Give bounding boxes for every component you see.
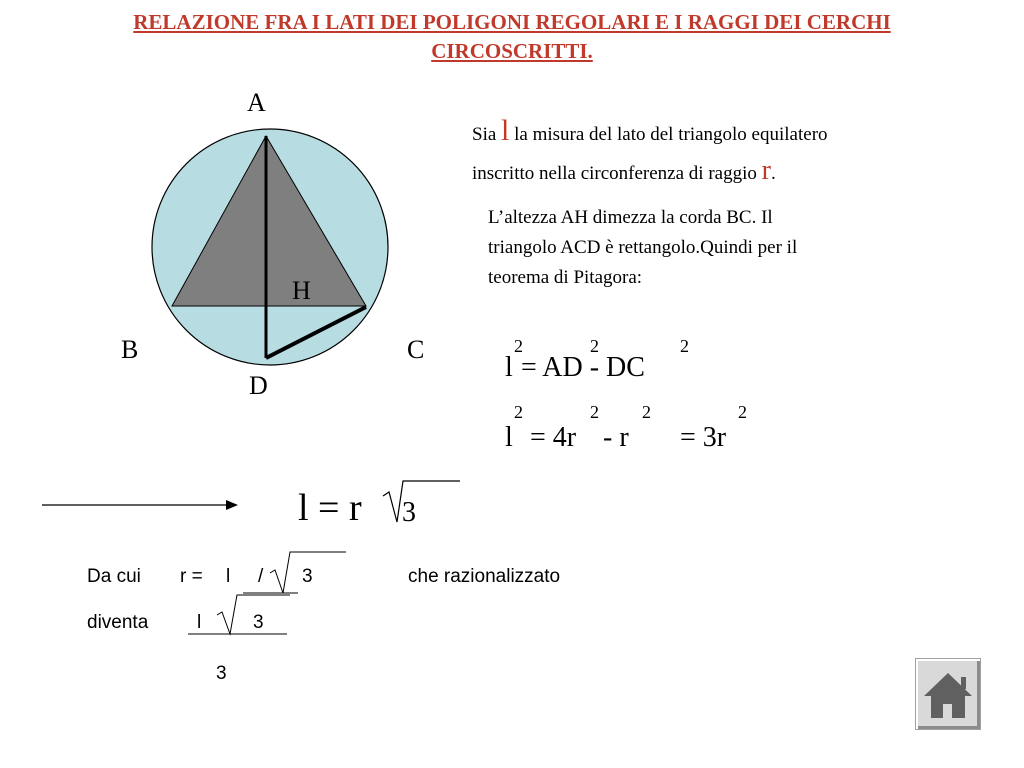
eq1-exp-l: 2 xyxy=(514,336,523,356)
eq2-part3: = 3r xyxy=(680,422,727,453)
home-icon xyxy=(916,659,980,729)
sqrt-sign-main xyxy=(383,481,460,522)
da-cui-label: Da cui xyxy=(87,566,141,587)
dacui-three: 3 xyxy=(302,566,313,587)
title-line-1: RELAZIONE FRA I LATI DEI POLIGONI REGOLARI E I RAGGI DEI CERCHI xyxy=(133,10,891,34)
eq1-rhs: = AD - DC xyxy=(521,352,645,383)
diventa-label: diventa xyxy=(87,612,149,633)
vertex-label-a: A xyxy=(247,88,266,117)
diventa-l: l xyxy=(197,612,202,633)
eq2-exp-3r: 2 xyxy=(738,402,747,422)
vertex-label-h: H xyxy=(292,276,311,305)
eq2-part1: = 4r xyxy=(530,422,577,453)
eq2-l: l xyxy=(505,422,513,453)
paragraph-2-line-2: triangolo ACD è rettangolo.Quindi per il xyxy=(488,237,798,258)
vertex-label-c: C xyxy=(407,335,425,364)
eq2-exp-l: 2 xyxy=(514,402,523,422)
symbol-r: r xyxy=(761,155,771,186)
paragraph-1-line-2: inscritto nella circonferenza di raggio r. xyxy=(472,155,776,186)
eq1-l: l xyxy=(505,352,513,383)
eq1-exp-dc: 2 xyxy=(680,336,689,356)
dacui-slash: / xyxy=(258,566,264,587)
eq1-exp-ad: 2 xyxy=(590,336,599,356)
diventa-three: 3 xyxy=(253,612,264,633)
paragraph-2-line-3: teorema di Pitagora: xyxy=(488,267,643,288)
eq2-part2: - r xyxy=(603,422,629,453)
dacui-l: l xyxy=(226,566,231,587)
eq3-lhs: l = r xyxy=(298,487,362,529)
vertex-label-b: B xyxy=(121,335,139,364)
r-equals: r = xyxy=(180,566,203,587)
title-line-2: CIRCOSCRITTI. xyxy=(431,39,593,63)
home-button[interactable] xyxy=(915,658,981,730)
eq2-exp-r: 2 xyxy=(642,402,651,422)
eq2-exp-4r: 2 xyxy=(590,402,599,422)
paragraph-2-line-1: L’altezza AH dimezza la corda BC. Il xyxy=(488,207,773,228)
razionalizzato-label: che razionalizzato xyxy=(408,566,561,587)
symbol-l: l xyxy=(501,114,510,147)
arrow-head xyxy=(226,500,238,510)
paragraph-1-line-1: Sia l la misura del lato del triangolo equilatero xyxy=(472,114,828,147)
eq3-root: 3 xyxy=(402,497,416,528)
vertex-label-d: D xyxy=(249,371,268,400)
fraction-denominator: 3 xyxy=(216,663,227,684)
